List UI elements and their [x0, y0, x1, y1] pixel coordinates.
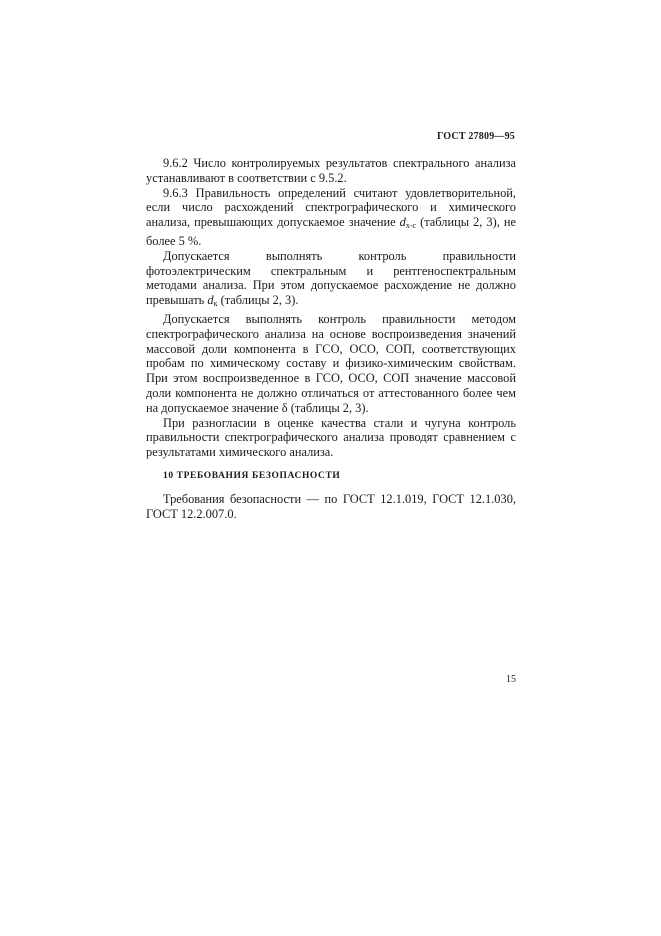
- symbol-d: d: [399, 215, 406, 230]
- paragraph-text: (таблицы 2, 3), не более 5 %.: [146, 215, 516, 248]
- section-title-safety: 10 ТРЕБОВАНИЯ БЕЗОПАСНОСТИ: [163, 470, 341, 481]
- symbol-subscript: к: [213, 299, 218, 309]
- paragraph-text: (таблицы 2, 3).: [217, 293, 299, 308]
- symbol-d: d: [207, 293, 214, 308]
- paragraph-text: 9.6.3 Правильность определений считают удовлетворительной, если число расхождений спектрографического и химического анализа, превышающих допускаемое значение: [146, 185, 516, 230]
- paragraph-9-6-3: [146, 186, 516, 249]
- paragraph-text: Допускается выполнять контроль правильности фотоэлектрическим спектральным и рентгеноспектральным методами анализа. При этом допускаемое расхождение не должно превышать: [146, 248, 516, 308]
- body-text: [146, 156, 516, 522]
- paragraph-photoelectric-control: [146, 249, 516, 312]
- symbol-subscript: х-с: [405, 221, 417, 231]
- page-number: 15: [506, 674, 516, 685]
- document-code-header: ГОСТ 27809—95: [436, 131, 515, 142]
- paragraph-disagreement: При разногласии в оценке качества стали и чугуна контроль правильности спектрографического анализа проводят сравнением с результатами химического анализа.: [146, 415, 516, 460]
- paragraph-9-6-2: 9.6.2 Число контролируемых результатов спектрального анализа устанавливают в соответствии с 9.5.2.: [146, 156, 516, 185]
- paragraph-safety-requirements: Требования безопасности — по ГОСТ 12.1.019, ГОСТ 12.1.030, ГОСТ 12.2.007.0.: [146, 491, 516, 521]
- paragraph-reference-samples: Допускается выполнять контроль правильности методом спектрографического анализа на основе воспроизведения значений массовой доли компонента в ГСО, ОСО, СОП, соответствующих пробам по химическому составу и физико-химическим свойствам. При этом воспроизведенное в ГСО, ОСО, СОП значение массовой доли компонента не должно отличаться от аттестованного более чем на допускаемое значение δ (таблицы 2, 3).: [146, 311, 516, 415]
